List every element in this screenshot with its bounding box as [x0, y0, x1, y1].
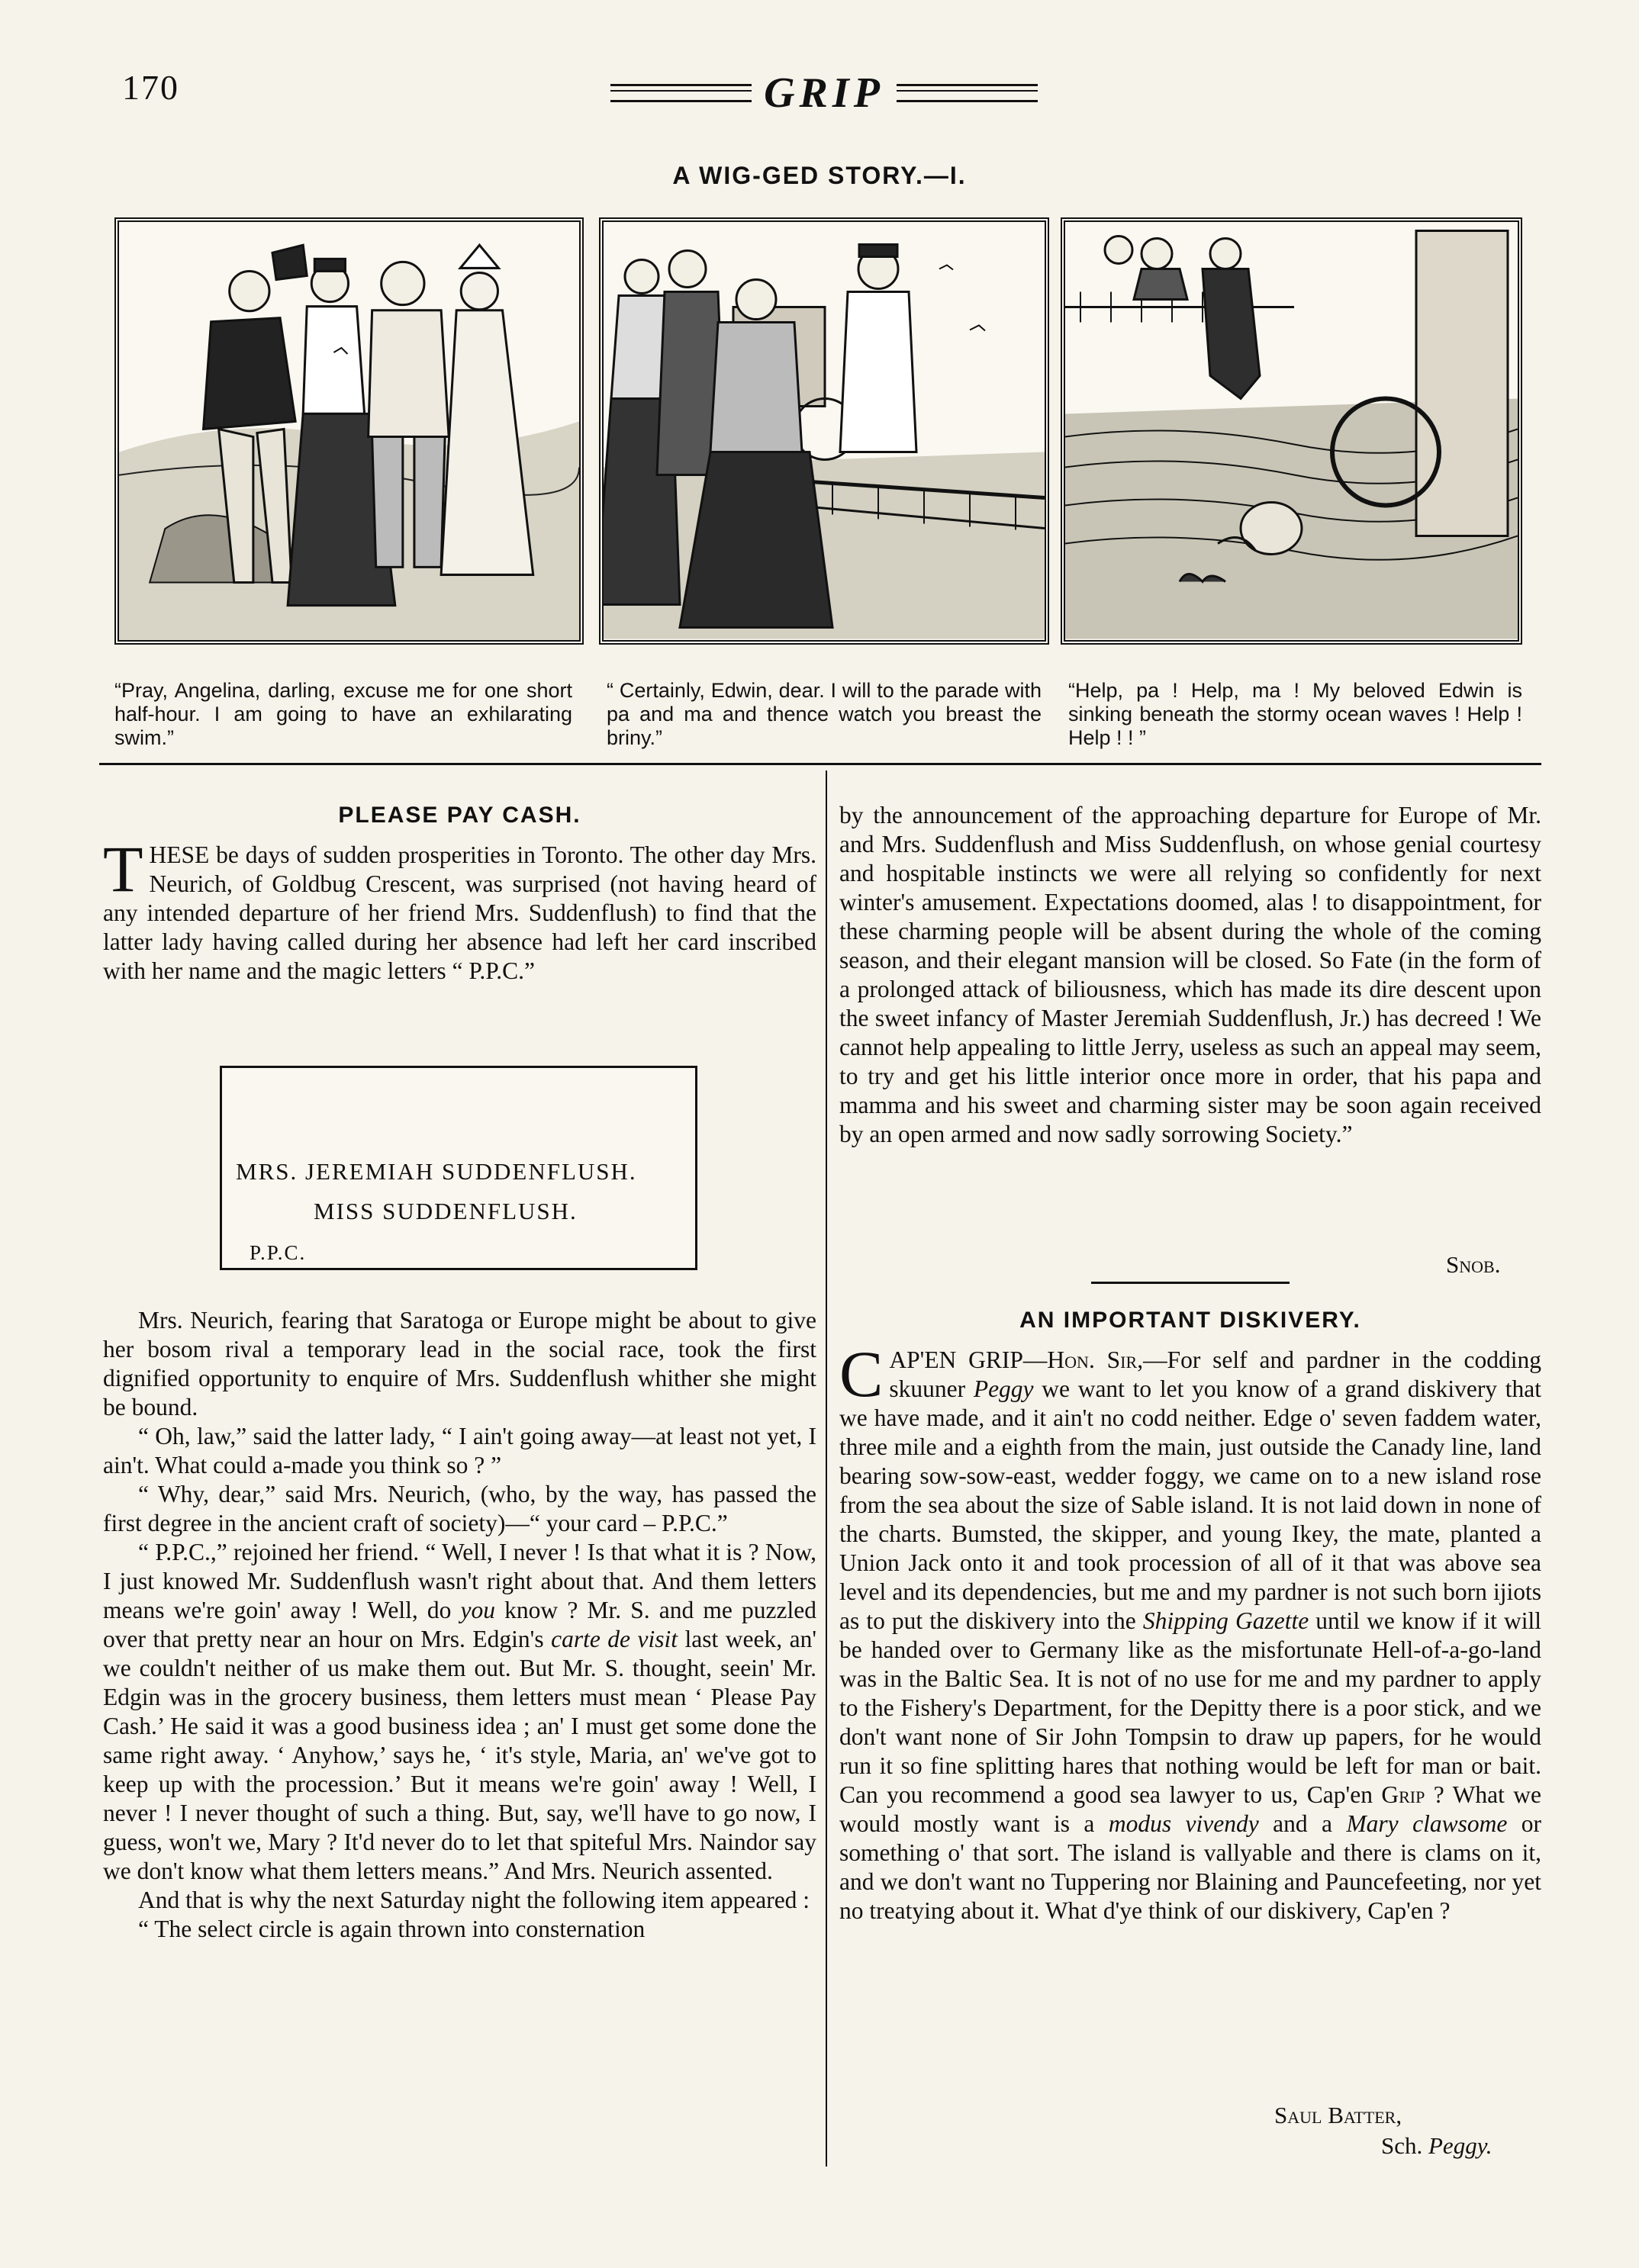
- dk-emphasis-modus: modus vivendy: [1108, 1810, 1259, 1837]
- card-line-3: P.P.C.: [250, 1241, 307, 1264]
- dk-text-4: until we know if it will be handed over to Germany like as the misfortunate Hell-of-a-go-land was in the Baltic Sea. It is not of no use for me and my pardner to apply to the Fishery's Department, for the Depitty there is a poor stick, and we don't want none of Sir John Tompsin to draw up papers, for he would run it so fine splitting hares that nothing would be left for man or bait. Can you recommend a good sea lawyer to us, Cap'en: [839, 1607, 1541, 1808]
- comic-panel-1: [114, 217, 584, 645]
- section-divider: [99, 763, 1541, 765]
- panel-2-illustration: [604, 222, 1045, 640]
- paragraph-4: “ Why, dear,” said Mrs. Neurich, (who, by the way, has passed the first degree in the ancient craft of society)—“ your card – P.P.C.”: [103, 1481, 816, 1536]
- dropcap-t: T: [103, 832, 143, 906]
- masthead-rule-left: [610, 84, 752, 102]
- comic-panel-3: [1061, 217, 1522, 645]
- article-please-pay-cash-intro: [103, 801, 816, 986]
- comic-title: A WIG-GED STORY.—I.: [672, 162, 967, 189]
- article-important-diskivery: [839, 1306, 1541, 1925]
- comic-caption-3: “Help, pa ! Help, ma ! My beloved Edwin is sinking beneath the stormy ocean waves ! Help ! Help ! ! ”: [1068, 679, 1522, 749]
- paragraph-5: [103, 1538, 816, 1886]
- signature-schooner: [1381, 2132, 1492, 2160]
- dk-grip-smallcaps: Grip: [1381, 1781, 1425, 1808]
- page-number: 170: [122, 68, 179, 107]
- dk-text-2: ,—For self and pardner in the codding skuuner: [889, 1346, 1541, 1402]
- headline-diskivery: AN IMPORTANT DISKIVERY.: [1019, 1308, 1361, 1333]
- dk-emphasis-gazette: Shipping Gazette: [1142, 1607, 1309, 1634]
- dk-emphasis-peggy: Peggy: [973, 1375, 1034, 1402]
- card-line-1: MRS. JEREMIAH SUDDENFLUSH.: [236, 1158, 637, 1185]
- signature-snob: Snob.: [1446, 1251, 1501, 1278]
- p5-emphasis-carte: carte de visit: [551, 1626, 678, 1652]
- p5-emphasis-you: you: [460, 1597, 496, 1623]
- calling-card: [220, 1066, 697, 1270]
- sig-peggy: Peggy.: [1428, 2132, 1492, 2159]
- diskivery-body: [839, 1337, 1542, 1925]
- dk-text-1: AP'EN GRIP—: [889, 1346, 1048, 1373]
- intro-text: HESE be days of sudden prosperities in Toronto. The other day Mrs. Neurich, of Goldbug Crescent, was surprised (not having heard of any intended departure of her friend Mrs. Suddenflush) to find that the latter lady having called during her absence had left her card inscribed with her name and the magic letters “ P.P.C.”: [103, 841, 816, 984]
- comic-caption-2: “ Certainly, Edwin, dear. I will to the parade with pa and ma and thence watch you breast the briny.”: [607, 679, 1042, 749]
- masthead-rule-right: [897, 84, 1038, 102]
- paragraph-3: “ Oh, law,” said the latter lady, “ I ain't going away—at least not yet, I ain't. What could a-made you think so ? ”: [103, 1423, 816, 1478]
- dk-text-3: we want to let you know of a grand diskivery that we have made, and it ain't no codd neither. Edge o' seven faddem water, three mile and a eighth from the main, just outside the Canady line, land bearing sow-sow-east, wedder foggy, we came on to a new island rose from the sea about the size of Sable island. It is not laid down in none of the charts. Bumsted, the skipper, and young Ikey, the mate, planted a Union Jack onto it and took procession of all of it that was above sea level and its dependencies, but me and my pardner is not such born ijiots as to put the diskivery into the: [839, 1375, 1542, 1634]
- comic-panel-2: [599, 217, 1049, 645]
- dk-text-6: and a: [1258, 1810, 1347, 1837]
- paragraph-7: “ The select circle is again thrown into consternation: [138, 1916, 646, 1942]
- dropcap-c: C: [839, 1337, 884, 1411]
- headline-please-pay-cash: PLEASE PAY CASH.: [338, 803, 581, 828]
- paragraph-2: Mrs. Neurich, fearing that Saratoga or Europe might be about to give her bosom rival a temporary lead in the social race, took the first dignified opportunity to enquire of Mrs. Suddenflush whither she might be bound.: [103, 1307, 816, 1420]
- card-line-2: MISS SUDDENFLUSH.: [314, 1198, 578, 1224]
- dk-text-7: or something o' that sort. The island is vallyable and there is clams on it, and we don't want no Tuppering nor Blaining and Pauncefeeting, nor yet no treatying about it. What d'ye think of our diskivery, Cap'en ?: [839, 1810, 1541, 1924]
- dk-text-5: ? What we would mostly want is a: [839, 1781, 1541, 1837]
- paragraph-6: And that is why the next Saturday night the following item appeared :: [138, 1887, 810, 1913]
- masthead: [610, 70, 1038, 116]
- p5-text-c: last week, an' we couldn't neither of us make them out. But Mr. S. thought, seein' Mr. Edgin was in the grocery business, them letters must mean ‘ Please Pay Cash.’ He said it was a good business idea ; an' I must get some done the same right away. ‘ Anyhow,’ says he, ‘ it's style, Maria, an' we've got to keep up with the procession.’ But it means we're goin' away ! Well, I never ! I never thought of such a thing. But, say, we'll have to go now, I guess, won't we, Mary ? It'd never do to let that spiteful Mrs. Naindor say we don't know what them letters means.” And Mrs. Neurich assented.: [103, 1626, 816, 1884]
- article-please-pay-cash-continued: [839, 801, 1541, 1149]
- article-please-pay-cash-body: [103, 1306, 816, 1944]
- p5-text-a: “ P.P.C.,” rejoined her friend. “ Well, I never ! Is that what it is ? Now, I just knowed Mr. Suddenflush wasn't right about that. And them letters means we're goin' away ! Well, do: [103, 1539, 816, 1623]
- masthead-title: GRIP: [764, 69, 884, 117]
- panel-3-illustration: [1065, 222, 1518, 640]
- comic-caption-1: “Pray, Angelina, darling, excuse me for one short half-hour. I am going to have an exhilarating swim.”: [114, 679, 572, 749]
- paragraph-8: by the announcement of the approaching departure for Europe of Mr. and Mrs. Suddenflush and Miss Suddenflush, on whose genial courtesy and hospitable instincts we were all relying so confidently for next winter's amusement. Expectations doomed, alas ! to disappointment, for these charming people will be absent during the whole of the coming season, and their elegant mansion will be closed. So Fate (in the form of a prolonged attack of biliousness, which has made its dire descent upon the sweet infancy of Master Jeremiah Suddenflush, Jr.) has decreed ! We cannot help appealing to little Jerry, useless as such an appeal may seem, to try and get his little interior once more in order, that his papa and mamma and his sweet and charming sister may be soon again received by an open armed and now sadly sorrowing Society.”: [839, 802, 1541, 1147]
- column-divider: [826, 770, 827, 2167]
- dk-salutation: Hon. Sir: [1047, 1346, 1138, 1373]
- signature-saul-batter: Saul Batter,: [1274, 2102, 1402, 2128]
- dk-emphasis-mary: Mary clawsome: [1346, 1810, 1508, 1837]
- paragraph-intro: [103, 832, 816, 986]
- article-separator-rule: [1091, 1282, 1290, 1284]
- sig-sch: Sch.: [1381, 2132, 1428, 2159]
- panel-1-illustration: [119, 222, 579, 640]
- p5-text-b: know ? Mr. S. and me puzzled over that pretty near an hour on Mrs. Edgin's: [103, 1597, 816, 1652]
